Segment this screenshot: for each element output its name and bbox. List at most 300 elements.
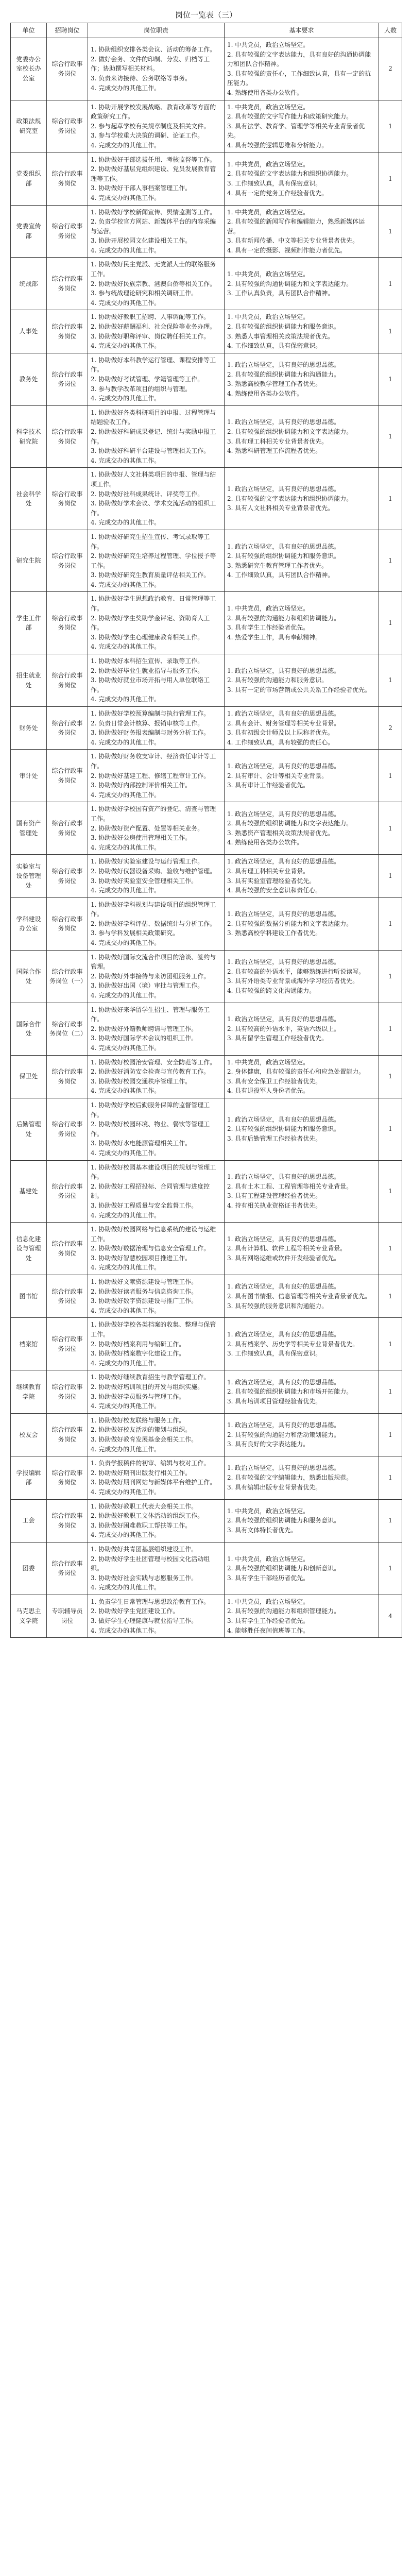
requirement-item: 1. 政治立场坚定，具有良好的思想品德。 — [227, 810, 340, 818]
requirements-cell — [225, 1098, 379, 1160]
duty-item: 2. 协助做好毕业生就业指导与服务工作。 — [91, 667, 204, 674]
duty-item: 4. 完成交办的其他工作。 — [91, 843, 161, 851]
requirement-item: 3. 熟悉研究生教育管理工作者优先。 — [227, 562, 328, 569]
requirement-item: 2. 具有理工科相关专业背景。 — [227, 867, 310, 875]
requirement-item: 3. 工作细致认真，具有保密意识。 — [227, 180, 322, 188]
duty-item: 2. 协助做好社科成果统计、评奖等工作。 — [91, 490, 204, 498]
duties-cell — [88, 1098, 225, 1160]
requirements-cell — [225, 1413, 379, 1456]
header-unit: 单位 — [11, 23, 47, 38]
requirement-item: 1. 中共党员，政治立场坚定。 — [227, 1058, 310, 1066]
duty-item: 1. 协助做好文献资源建设与管理工作。 — [91, 1278, 198, 1286]
duty-item: 3. 协助做好困难教职工帮扶等工作。 — [91, 1521, 192, 1529]
position-cell: 综合行政事务岗位 — [47, 1098, 88, 1160]
requirement-item: 3. 熟悉资产管理相关政策法规者优先。 — [227, 829, 334, 837]
requirement-item: 3. 具有编辑出版专业背景者优先。 — [227, 1483, 322, 1491]
duties-cell — [88, 855, 225, 897]
requirement-item: 1. 政治立场坚定，具有良好的思想品德。 — [227, 958, 340, 965]
count-cell: 1 — [379, 530, 402, 592]
unit-cell: 教务处 — [11, 353, 47, 405]
count-cell: 1 — [379, 750, 402, 802]
requirement-item: 2. 具有较高的外语水平，英语六级以上。 — [227, 1025, 340, 1032]
requirement-item: 4. 具有一定的党务工作经验者优先。 — [227, 189, 328, 197]
duties-cell — [88, 1223, 225, 1275]
count-cell: 1 — [379, 1003, 402, 1055]
table-row — [11, 592, 402, 654]
duty-item: 3. 协助做好研究生教育质量评估相关工作。 — [91, 571, 210, 579]
table-row — [11, 1413, 402, 1456]
table-row — [11, 802, 402, 855]
unit-cell: 校友会 — [11, 1413, 47, 1456]
unit-cell: 审计处 — [11, 750, 47, 802]
requirement-item: 3. 具有外语类专业背景或海外学习经历者优先。 — [227, 977, 359, 985]
count-cell: 1 — [379, 152, 402, 205]
duty-item: 4. 完成交办的其他工作。 — [91, 738, 161, 746]
duty-item: 1. 协助做好学校国有资产的登记、清查与管理工作。 — [91, 805, 216, 822]
duty-item: 4. 完成交办的其他工作。 — [91, 1211, 161, 1219]
requirements-cell — [225, 1055, 379, 1098]
requirement-item: 3. 工作细致认真，具有保密意识。 — [227, 1350, 322, 1358]
header-position: 招聘岗位 — [47, 23, 88, 38]
requirement-item: 2. 具有较强的沟通能力和服务意识。 — [227, 676, 328, 684]
duty-item: 1. 协助开展学校发展战略、教育改革等方面的政策研究工作。 — [91, 103, 216, 121]
requirement-item: 3. 具有文体特长者优先。 — [227, 1527, 297, 1534]
duty-item: 4. 完成交办的其他工作。 — [91, 1359, 161, 1367]
requirement-item: 2. 具有较强的组织协调能力和市场开拓能力。 — [227, 1388, 353, 1396]
requirements-cell — [225, 897, 379, 950]
duty-item: 3. 参与学科发展相关政策研究。 — [91, 929, 179, 937]
requirement-item: 2. 具有图书情报、信息管理等相关专业背景者优先。 — [227, 1292, 371, 1300]
requirements-cell — [225, 1456, 379, 1499]
position-cell: 综合行政事务岗位 — [47, 1055, 88, 1098]
requirement-item: 2. 具有土木工程、工程管理等相关专业背景。 — [227, 1182, 353, 1190]
duties-cell — [88, 310, 225, 353]
position-cell: 综合行政事务岗位 — [47, 1499, 88, 1542]
duty-item: 4. 完成交办的其他工作。 — [91, 1149, 161, 1157]
duty-item: 3. 协助做好学生心理健康教育相关工作。 — [91, 633, 204, 641]
requirements-cell — [225, 258, 379, 310]
unit-cell: 实验室与设备管理处 — [11, 855, 47, 897]
requirement-item: 3. 具有后勤管理工作经验者优先。 — [227, 1135, 322, 1143]
requirements-cell — [225, 1542, 379, 1595]
requirements-cell — [225, 750, 379, 802]
requirement-item: 1. 中共党员，政治立场坚定。 — [227, 270, 310, 278]
duty-item: 2. 协助做好读者服务与信息咨询工作。 — [91, 1287, 198, 1295]
requirement-item: 1. 中共党员，政治立场坚定。 — [227, 1598, 310, 1605]
requirement-item: 2. 具有较强的文字表达能力和组织协调能力。 — [227, 170, 353, 178]
requirement-item: 1. 政治立场坚定，具有良好的思想品德。 — [227, 361, 340, 369]
requirements-cell — [225, 1499, 379, 1542]
duties-cell — [88, 1456, 225, 1499]
requirement-item: 4. 能够胜任夜间值班等工作。 — [227, 1626, 310, 1634]
position-cell: 综合行政事务岗位 — [47, 468, 88, 530]
position-cell: 综合行政事务岗位 — [47, 258, 88, 310]
count-cell: 2 — [379, 38, 402, 100]
duties-cell — [88, 950, 225, 1003]
position-cell: 综合行政事务岗位 — [47, 38, 88, 100]
requirement-item: 1. 政治立场坚定，具有良好的思想品德。 — [227, 910, 340, 918]
duty-item: 4. 完成交办的其他工作。 — [91, 1531, 161, 1539]
duty-item: 1. 协助做好学科规划与建设项目的组织管理工作。 — [91, 901, 216, 918]
requirements-cell — [225, 855, 379, 897]
duty-item: 4. 完成交办的其他工作。 — [91, 456, 161, 464]
position-cell: 综合行政事务岗位 — [47, 654, 88, 707]
duty-item: 2. 协助做好教职工文体活动的组织工作。 — [91, 1512, 204, 1520]
requirement-item: 2. 具有较强的文字表达能力和组织协调能力。 — [227, 495, 353, 502]
requirement-item: 3. 具有较强的责任心，工作细致认真，具有一定的抗压能力。 — [227, 70, 371, 87]
table-row — [11, 100, 402, 152]
requirement-item: 2. 具有较强的沟通能力和组织协调能力。 — [227, 614, 340, 622]
requirement-item: 1. 政治立场坚定，具有良好的思想品德。 — [227, 762, 340, 770]
duty-item: 3. 协助做好公房使用管理相关工作。 — [91, 834, 192, 842]
duty-item: 4. 完成交办的其他工作。 — [91, 1264, 161, 1272]
position-cell: 综合行政事务岗位 — [47, 152, 88, 205]
duties-cell — [88, 1160, 225, 1223]
duty-item: 3. 协助做好校园交通秩序管理工作。 — [91, 1077, 192, 1085]
duty-item: 1. 协助做好学生思想政治教育、日常管理等工作。 — [91, 595, 216, 613]
requirement-item: 3. 熟悉高校学科建设工作者优先。 — [227, 929, 322, 937]
duty-item: 3. 协助做好就业市场开拓与用人单位联络工作。 — [91, 676, 210, 693]
duty-item: 3. 参与教学改革项目的组织与管理。 — [91, 385, 192, 393]
duty-item: 1. 协助做好财务收支审计、经济责任审计等工作。 — [91, 753, 216, 770]
requirement-item: 1. 中共党员，政治立场坚定。 — [227, 160, 310, 168]
requirements-cell — [225, 38, 379, 100]
requirement-item: 3. 熟悉高校教学管理工作者优先。 — [227, 380, 322, 388]
duty-item: 1. 协助做好学校后勤服务保障的监督管理工作。 — [91, 1101, 210, 1118]
duty-item: 3. 协助做好学员服务与管理工作。 — [91, 1393, 185, 1400]
duty-item: 4. 完成交办的其他工作。 — [91, 887, 161, 894]
requirement-item: 3. 具有留学生管理工作经验者优先。 — [227, 1035, 328, 1042]
requirement-item: 3. 熟悉人事管理相关政策法规者优先。 — [227, 332, 334, 340]
duty-item: 1. 协助做好校友联络与服务工作。 — [91, 1416, 185, 1424]
duties-cell — [88, 654, 225, 707]
requirements-cell — [225, 802, 379, 855]
requirement-item: 4. 具有退役军人身份者优先。 — [227, 1087, 310, 1095]
header-duties: 岗位职责 — [88, 23, 225, 38]
count-cell: 1 — [379, 205, 402, 258]
count-cell: 1 — [379, 1160, 402, 1223]
unit-cell: 招生就业处 — [11, 654, 47, 707]
requirement-item: 2. 具有较强的组织协调能力和服务意识。 — [227, 1125, 340, 1133]
requirement-item: 1. 政治立场坚定，具有良好的思想品德。 — [227, 1283, 340, 1291]
requirement-item: 1. 政治立场坚定，具有良好的思想品德。 — [227, 858, 340, 866]
count-cell: 1 — [379, 310, 402, 353]
duty-item: 4. 完成交办的其他工作。 — [91, 1044, 161, 1052]
requirement-item: 1. 政治立场坚定，具有良好的思想品德。 — [227, 1115, 340, 1123]
duty-item: 2. 协助做好研究生培养过程管理、学位授予等工作。 — [91, 552, 216, 569]
requirement-item: 4. 熟练使用各类办公软件。 — [227, 839, 303, 846]
requirement-item: 1. 政治立场坚定，具有良好的思想品德。 — [227, 1235, 340, 1243]
table-body — [11, 38, 402, 1638]
unit-cell: 后勤管理处 — [11, 1098, 47, 1160]
count-cell: 1 — [379, 897, 402, 950]
duty-item: 3. 协助做好社会实践与志愿服务工作。 — [91, 1574, 198, 1582]
count-cell: 1 — [379, 654, 402, 707]
duty-item: 1. 协助做好来华留学生招生、管理与服务工作。 — [91, 1006, 210, 1023]
duty-item: 2. 协助做好消防安全检查与宣传教育工作。 — [91, 1068, 210, 1076]
duty-item: 3. 协助做好档案数字化建设工作。 — [91, 1350, 185, 1358]
duties-cell — [88, 592, 225, 654]
table-row — [11, 707, 402, 750]
duty-item: 2. 协助做好工程招投标、合同管理与进度控制。 — [91, 1182, 210, 1200]
requirement-item: 3. 具有培训项目管理经验者优先。 — [227, 1397, 322, 1405]
duty-item: 2. 协助做好培训项目的开发与组织实施。 — [91, 1383, 204, 1391]
unit-cell: 档案馆 — [11, 1318, 47, 1370]
requirement-item: 3. 具有审计工作经验者优先。 — [227, 782, 310, 789]
duty-item: 3. 协助做好期刊网站与新媒体平台维护工作。 — [91, 1479, 216, 1486]
duties-cell — [88, 530, 225, 592]
duty-item: 1. 协助做好继续教育招生与教学管理工作。 — [91, 1374, 210, 1381]
duties-cell — [88, 1275, 225, 1318]
unit-cell: 继续教育学院 — [11, 1370, 47, 1413]
requirement-item: 2. 具有较强的沟通协调能力和文字表达能力。 — [227, 280, 353, 287]
unit-cell: 政策法规研究室 — [11, 100, 47, 152]
unit-cell: 信息化建设与管理处 — [11, 1223, 47, 1275]
duty-item: 3. 协助做好工程质量与安全监督工作。 — [91, 1201, 198, 1209]
duty-item: 4. 完成交办的其他工作。 — [91, 246, 161, 254]
table-row — [11, 750, 402, 802]
table-row — [11, 310, 402, 353]
table-row — [11, 1318, 402, 1370]
requirement-item: 2. 具有较强的组织协调能力和文字表达能力。 — [227, 820, 353, 827]
requirements-cell — [225, 950, 379, 1003]
table-row — [11, 38, 402, 100]
count-cell: 1 — [379, 353, 402, 405]
unit-cell: 学科建设办公室 — [11, 897, 47, 950]
duty-item: 3. 协助做好内部控制评价相关工作。 — [91, 782, 192, 789]
table-header-row — [11, 23, 402, 38]
requirement-item: 2. 具有较强的新闻写作和编辑能力，熟悉新媒体运营。 — [227, 218, 365, 235]
duty-item: 3. 负责来访接待、公务联络等事务。 — [91, 75, 192, 82]
table-row — [11, 1595, 402, 1637]
duties-cell — [88, 1499, 225, 1542]
duty-item: 4. 完成交办的其他工作。 — [91, 194, 161, 201]
duty-item: 2. 负责学校官方网站、新媒体平台的内容采编与运营。 — [91, 218, 216, 235]
duty-item: 2. 协助做好档案利用与编研工作。 — [91, 1340, 185, 1348]
count-cell: 1 — [379, 592, 402, 654]
requirement-item: 1. 中共党员，政治立场坚定。 — [227, 605, 310, 613]
duty-item: 4. 完成交办的其他工作。 — [91, 1307, 161, 1314]
table-row — [11, 1055, 402, 1098]
duty-item: 4. 完成交办的其他工作。 — [91, 141, 161, 149]
duties-cell — [88, 152, 225, 205]
duty-item: 3. 做好学生心理健康与就业指导工作。 — [91, 1617, 198, 1625]
duty-item: 1. 协助做好研究生招生宣传、考试录取等工作。 — [91, 533, 210, 550]
duty-item: 4. 完成交办的其他工作。 — [91, 1488, 161, 1496]
table-row — [11, 1499, 402, 1542]
requirements-cell — [225, 205, 379, 258]
requirement-item: 3. 具有一定的市场营销或公共关系工作经验者优先。 — [227, 686, 371, 693]
requirement-item: 1. 中共党员，政治立场坚定。 — [227, 103, 310, 111]
unit-cell: 团委 — [11, 1542, 47, 1595]
duty-item: 2. 协助做好学生社团管理与校园文化活动组织。 — [91, 1555, 210, 1572]
position-cell: 综合行政事务岗位 — [47, 1542, 88, 1595]
count-cell: 1 — [379, 1542, 402, 1595]
duty-item: 4. 完成交办的其他工作。 — [91, 643, 161, 651]
duty-item: 1. 协助做好学校预算编制与执行管理工作。 — [91, 710, 210, 717]
duty-item: 2. 做好会务、文件的印制、分发、归档等工作；协助撰写相关材料。 — [91, 55, 210, 73]
duty-item: 1. 协助做好本科教学运行管理、课程安排等工作。 — [91, 356, 216, 374]
unit-cell: 保卫处 — [11, 1055, 47, 1098]
duty-item: 2. 协助做好科研成果登记、统计与奖励申报工作。 — [91, 428, 216, 445]
duty-item: 2. 协助做好民族宗教、港澳台侨等相关工作。 — [91, 280, 216, 287]
requirements-cell — [225, 654, 379, 707]
duties-cell — [88, 1370, 225, 1413]
requirement-item: 3. 具有工程建设管理经验者优先。 — [227, 1192, 322, 1200]
duty-item: 1. 协助做好共青团基层组织建设工作。 — [91, 1545, 198, 1553]
position-cell: 综合行政事务岗位 — [47, 1370, 88, 1413]
requirement-item: 2. 具有较强的组织协调能力和服务意识。 — [227, 552, 340, 560]
requirement-item: 3. 具有人文社科相关专业背景者优先。 — [227, 504, 334, 512]
requirement-item: 2. 具有较高的外语水平，能够熟练进行听说读写。 — [227, 968, 365, 975]
unit-cell: 科学技术研究院 — [11, 405, 47, 468]
requirement-item: 3. 具有网络运维或软件开发经验者优先。 — [227, 1254, 340, 1262]
duty-item: 2. 协助做好学生奖助学金评定、资助育人工作。 — [91, 614, 210, 632]
table-row — [11, 405, 402, 468]
duty-item: 1. 协助做好干部选拔任用、考核监督等工作。 — [91, 156, 216, 163]
table-row — [11, 353, 402, 405]
duty-item: 2. 协助做好外事接待与来访团组服务工作。 — [91, 972, 210, 980]
requirement-item: 2. 具有较强的沟通能力和组织管理能力。 — [227, 1607, 340, 1615]
requirements-cell — [225, 100, 379, 152]
requirement-item: 4. 具有一定的摄影、视频制作能力者优先。 — [227, 246, 347, 254]
position-cell: 综合行政事务岗位 — [47, 353, 88, 405]
requirement-item: 4. 具有较强的安全意识和责任心。 — [227, 887, 322, 894]
requirements-cell — [225, 592, 379, 654]
requirement-item: 2. 具有较强的文字编辑能力，熟悉出版规范。 — [227, 1474, 353, 1482]
requirements-cell — [225, 707, 379, 750]
requirements-cell — [225, 405, 379, 468]
position-cell: 综合行政事务岗位 — [47, 1318, 88, 1370]
position-cell: 综合行政事务岗位 — [47, 310, 88, 353]
requirement-item: 2. 具有较强的文字写作能力和政策研究能力。 — [227, 113, 353, 121]
table-row — [11, 950, 402, 1003]
duty-item: 3. 协助做好国际学术会议的组织工作。 — [91, 1035, 198, 1042]
requirement-item: 3. 具有实验室管理经验者优先。 — [227, 877, 316, 885]
count-cell: 1 — [379, 1456, 402, 1499]
duty-item: 4. 完成交办的其他工作。 — [91, 1402, 161, 1410]
duties-cell — [88, 802, 225, 855]
table-row — [11, 897, 402, 950]
header-count: 人数 — [379, 23, 402, 38]
duties-cell — [88, 405, 225, 468]
position-cell: 综合行政事务岗位 — [47, 707, 88, 750]
requirement-item: 1. 政治立场坚定，具有良好的思想品德。 — [227, 1378, 340, 1386]
count-cell: 1 — [379, 1499, 402, 1542]
duty-item: 1. 协助做好教职工招聘、人事调配等工作。 — [91, 313, 210, 321]
unit-cell: 研究生院 — [11, 530, 47, 592]
duty-item: 1. 协助做好学校新闻宣传、舆情监测等工作。 — [91, 208, 216, 216]
position-cell: 综合行政事务岗位 — [47, 1223, 88, 1275]
position-cell: 综合行政事务岗位 — [47, 1275, 88, 1318]
duty-item: 3. 协助做好水电能源管理相关工作。 — [91, 1140, 192, 1147]
duty-item: 3. 协助做好职称评审、岗位聘任相关工作。 — [91, 332, 210, 340]
count-cell: 2 — [379, 707, 402, 750]
table-row — [11, 205, 402, 258]
duty-item: 3. 协助做好教育发展基金会相关工作。 — [91, 1435, 198, 1443]
duty-item: 1. 负责学报稿件的初审、编辑与校对工作。 — [91, 1460, 210, 1467]
requirement-item: 4. 具有较强的逻辑思维和分析能力。 — [227, 141, 328, 149]
requirement-item: 4. 热爱学生工作，具有奉献精神。 — [227, 633, 322, 641]
requirements-cell — [225, 1318, 379, 1370]
duty-item: 4. 完成交办的其他工作。 — [91, 395, 161, 402]
requirement-item: 2. 具有计算机、软件工程等相关专业背景。 — [227, 1245, 347, 1252]
requirement-item: 4. 持有相关执业资格证书者优先。 — [227, 1201, 322, 1209]
unit-cell: 国际合作处 — [11, 1003, 47, 1055]
requirement-item: 4. 工作细致认真，具有团队合作精神。 — [227, 571, 334, 579]
duty-item: 2. 协助做好学科评估、数据统计与分析工作。 — [91, 920, 216, 927]
duty-item: 1. 协助做好校园基本建设项目的规划与管理工作。 — [91, 1163, 216, 1181]
page-title: 岗位一览表（三） — [175, 10, 237, 20]
requirement-item: 2. 具有较强的数据分析能力和文字表达能力。 — [227, 920, 353, 927]
duty-item: 1. 协助做好教职工代表大会相关工作。 — [91, 1502, 198, 1510]
duties-cell — [88, 100, 225, 152]
requirement-item: 1. 政治立场坚定，具有良好的思想品德。 — [227, 710, 340, 717]
table-row — [11, 855, 402, 897]
requirements-cell — [225, 353, 379, 405]
duty-item: 4. 完成交办的其他工作。 — [91, 791, 161, 799]
unit-cell: 国有资产管理处 — [11, 802, 47, 855]
requirement-item: 2. 具有档案学、历史学等相关专业背景者优先。 — [227, 1340, 359, 1348]
duty-item: 3. 协助做好智慧校园项目推进工作。 — [91, 1254, 192, 1262]
requirement-item: 3. 具有学生工作经验者优先。 — [227, 1617, 310, 1625]
duty-item: 2. 协助做好校友活动的策划与组织。 — [91, 1426, 192, 1434]
unit-cell: 图书馆 — [11, 1275, 47, 1318]
requirements-cell — [225, 1595, 379, 1637]
duty-item: 1. 协助做好校园网络与信息系统的建设与运维工作。 — [91, 1226, 216, 1243]
duty-item: 3. 协助开展校园文化建设相关工作。 — [91, 237, 192, 245]
requirements-cell — [225, 1275, 379, 1318]
requirement-item: 1. 中共党员，政治立场坚定。 — [227, 313, 310, 321]
position-cell: 综合行政事务岗位（二） — [47, 1003, 88, 1055]
duty-item: 3. 协助做好出国（境）审批与管理工作。 — [91, 982, 204, 990]
table-row — [11, 1370, 402, 1413]
duty-item: 4. 完成交办的其他工作。 — [91, 84, 161, 92]
duty-item: 3. 协助做好实验室安全管理相关工作。 — [91, 877, 198, 885]
position-cell: 综合行政事务岗位（一） — [47, 950, 88, 1003]
unit-cell: 党委宣传部 — [11, 205, 47, 258]
duty-item: 3. 协助做好数字资源建设与推广工作。 — [91, 1297, 198, 1305]
requirement-item: 3. 具有初级会计师及以上职称者优先。 — [227, 729, 334, 737]
requirement-item: 4. 熟练使用各类办公软件。 — [227, 89, 303, 96]
requirement-item: 4. 工作细致认真，具有较强的责任心。 — [227, 738, 334, 746]
requirement-item: 1. 政治立场坚定，具有良好的思想品德。 — [227, 1464, 340, 1472]
duty-item: 4. 完成交办的其他工作。 — [91, 342, 161, 350]
header-requirements: 基本要求 — [225, 23, 379, 38]
requirement-item: 1. 中共党员，政治立场坚定。 — [227, 41, 310, 48]
requirement-item: 1. 政治立场坚定，具有良好的思想品德。 — [227, 1015, 340, 1023]
requirements-cell — [225, 152, 379, 205]
duty-item: 4. 完成交办的其他工作。 — [91, 519, 161, 527]
duty-item: 1. 协助做好国际交流合作项目的洽谈、签约与管理。 — [91, 953, 216, 971]
duty-item: 4. 完成交办的其他工作。 — [91, 299, 161, 307]
position-cell: 综合行政事务岗位 — [47, 530, 88, 592]
count-cell: 1 — [379, 405, 402, 468]
unit-cell: 学报编辑部 — [11, 1456, 47, 1499]
duty-item: 4. 完成交办的其他工作。 — [91, 1584, 161, 1591]
count-cell: 1 — [379, 1318, 402, 1370]
requirement-item: 4. 具有较强的跨文化沟通能力。 — [227, 987, 316, 994]
count-cell: 1 — [379, 468, 402, 530]
count-cell: 1 — [379, 100, 402, 152]
requirement-item: 1. 中共党员，政治立场坚定。 — [227, 208, 310, 216]
position-cell: 综合行政事务岗位 — [47, 1413, 88, 1456]
duty-item: 2. 负责日常会计核算、报销审核等工作。 — [91, 719, 204, 727]
position-cell: 综合行政事务岗位 — [47, 897, 88, 950]
position-cell: 综合行政事务岗位 — [47, 205, 88, 258]
duties-cell — [88, 1595, 225, 1637]
table-row — [11, 468, 402, 530]
